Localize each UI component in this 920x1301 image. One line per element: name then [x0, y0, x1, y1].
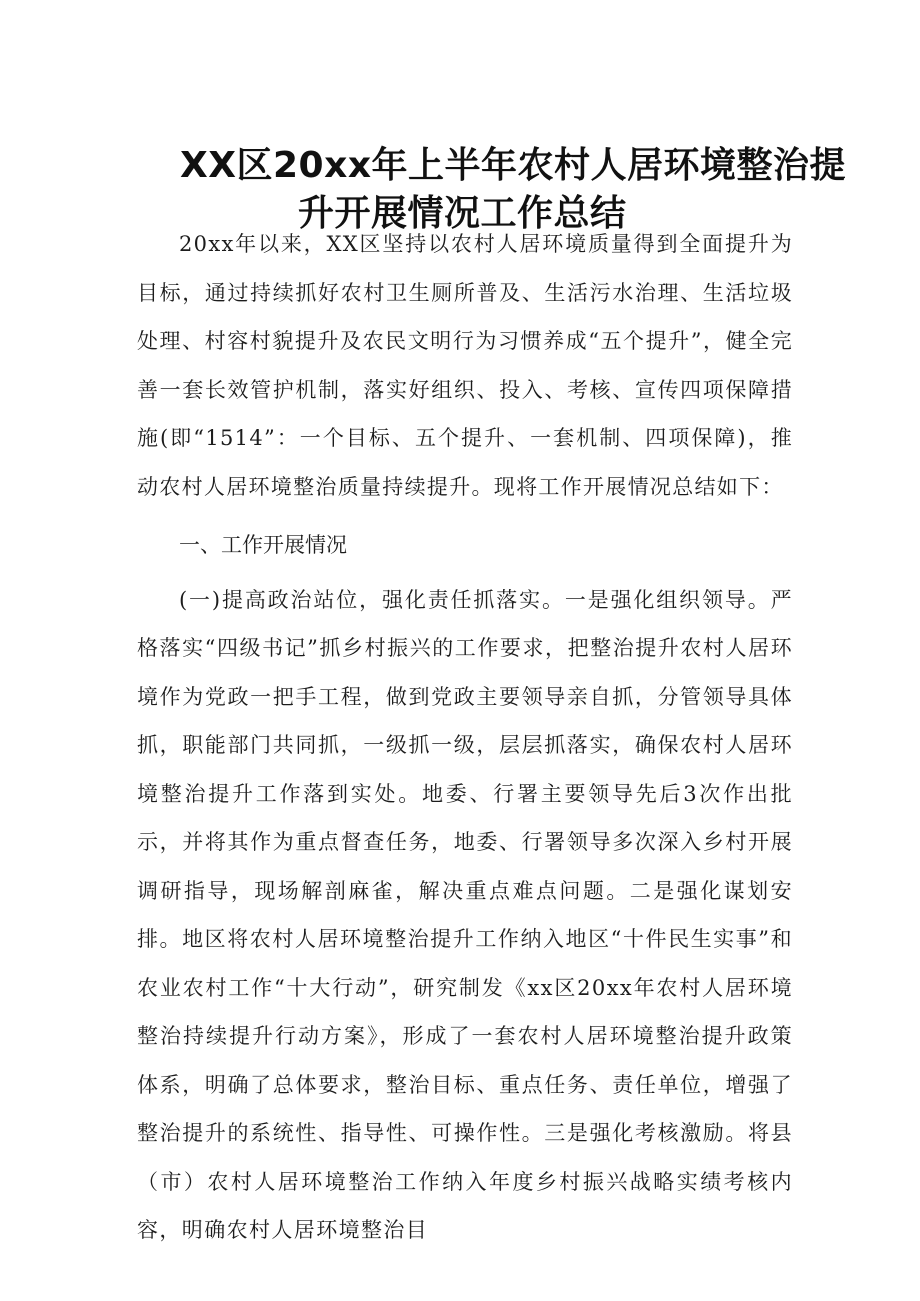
document-body: [137, 220, 793, 1255]
section-heading-work-progress: 一、工作开展情况: [179, 533, 347, 557]
title-line-2: 升开展情况工作总结: [298, 193, 627, 235]
section-paragraph-political-stance: (一)提高政治站位，强化责任抓落实。一是强化组织领导。严格落实“四级书记”抓乡村振兴的工作要求，把整治提升农村人居环境作为党政一把手工程，做到党政主要领导亲自抓，分管领导具体抓，职能部门共同抓，一级抓一级，层层抓落实，确保农村人居环境整治提升工作落到实处。地委、行署主要领导先后3次作出批示，并将其作为重点督查任务，地委、行署领导多次深入乡村开展调研指导，现场解剖麻雀，解决重点难点问题。二是强化谋划安排。地区将农村人居环境整治提升工作纳入地区“十件民生实事”和农业农村工作“十大行动”，研究制发《xx区20xx年农村人居环境整治持续提升行动方案》，形成了一套农村人居环境整治提升政策体系，明确了总体要求，整治目标、重点任务、责任单位，增强了整治提升的系统性、指导性、可操作性。三是强化考核激励。将县（市）农村人居环境整治工作纳入年度乡村振兴战略实绩考核内容，明确农村人居环境整治目: [137, 587, 793, 1242]
title-line-1: XX区20xx年上半年农村人居环境整治提: [180, 145, 847, 187]
intro-paragraph: 20xx年以来，XX区坚持以农村人居环境质量得到全面提升为目标，通过持续抓好农村卫生厕所普及、生活污水治理、生活垃圾处理、村容村貌提升及农民文明行为习惯养成“五个提升”，健全完善一套长效管护机制，落实好组织、投入、考核、宣传四项保障措施(即“1514”：一个目标、五个提升、一套机制、四项保障)，推动农村人居环境整治质量持续提升。现将工作开展情况总结如下：: [137, 232, 793, 499]
